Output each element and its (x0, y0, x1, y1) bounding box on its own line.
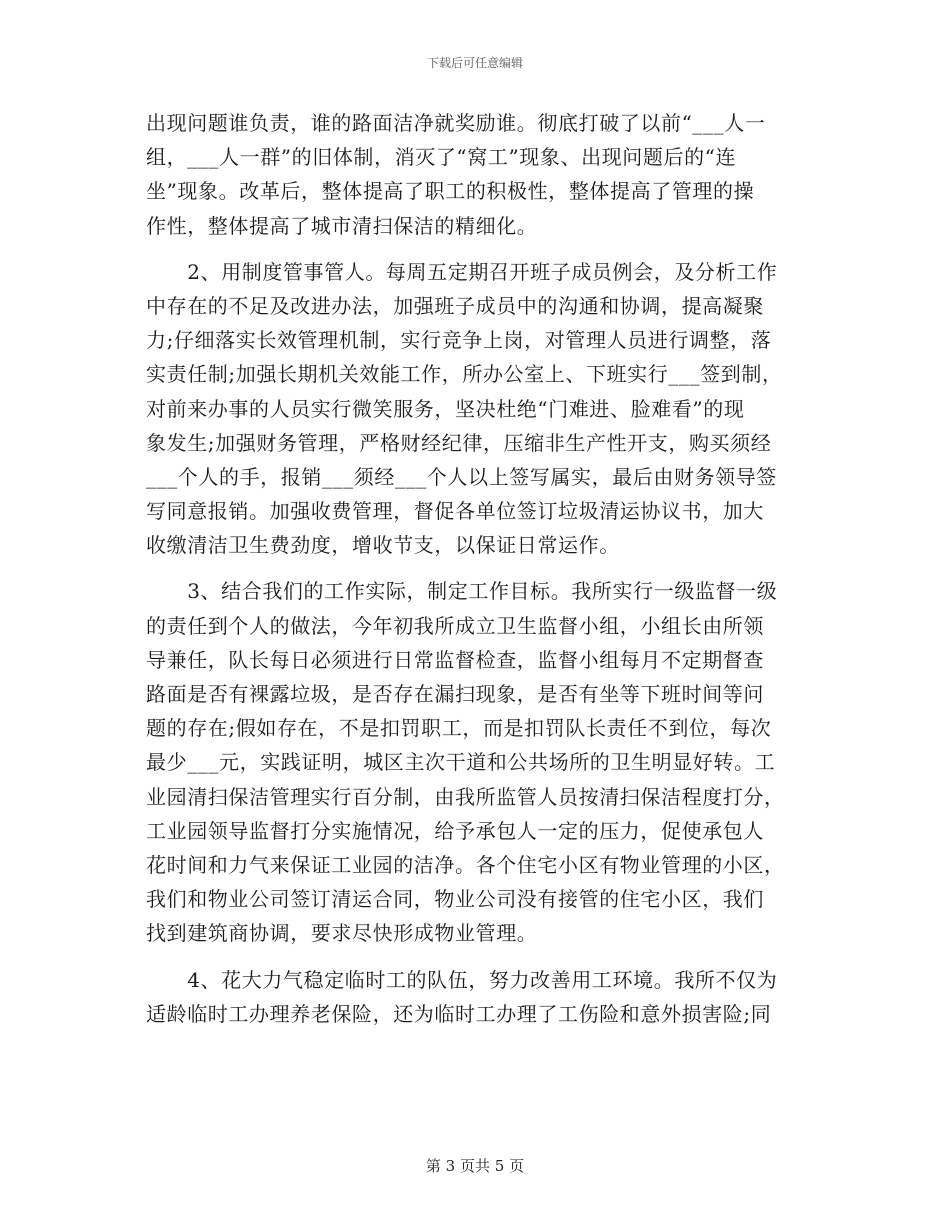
text-line: 象发生;加强财务管理，严格财经纪律，压缩非生产性开支，购买须经 (146, 430, 772, 455)
text-line: 坐”现象。改革后，整体提高了职工的积极性，整体提高了管理的操 (146, 179, 755, 204)
text-line: 花时间和力气来保证工业园的洁净。各个住宅小区有物业管理的小区， (146, 852, 785, 877)
text-line: 组，___人一群”的旧体制，消灭了“窝工”现象、出现问题后的“连 (146, 145, 737, 170)
text-line: 导兼任，队长每日必须进行日常监督检查，监督小组每月不定期督查 (146, 647, 764, 672)
paragraph-3 (146, 574, 806, 950)
text-line: 中存在的不足及改进办法，加强班子成员中的沟通和协调，提高凝聚 (146, 293, 764, 318)
page-number: 第 3 页共 5 页 (425, 1157, 525, 1175)
text-line: 适龄临时工办理养老保险，还为临时工办理了工伤险和意外损害险;同 (146, 1001, 772, 1026)
text-line: 业园清扫保洁管理实行百分制，由我所监管人员按清扫保洁程度打分， (146, 784, 785, 809)
text-line: 题的存在;假如存在，不是扣罚职工，而是扣罚队长责任不到位，每次 (146, 716, 772, 741)
text-line: 找到建筑商协调，要求尽快形成物业管理。 (146, 921, 538, 946)
text-line: 工业园领导监督打分实施情况，给予承包人一定的压力，促使承包人 (146, 818, 764, 843)
paragraph-4 (146, 963, 806, 1031)
text-line: 我们和物业公司签订清运合同，物业公司没有接管的住宅小区，我们 (146, 887, 764, 912)
text-line: 的责任到个人的做法，今年初我所成立卫生监督小组，小组长由所领 (146, 613, 764, 638)
text-line: 实责任制;加强长期机关效能工作，所办公室上、下班实行___签到制， (146, 362, 783, 387)
text-line: 4、花大力气稳定临时工的队伍，努力改善用工环境。我所不仅为 (146, 967, 778, 992)
text-line: 3、结合我们的工作实际，制定工作目标。我所实行一级监督一级 (146, 579, 778, 604)
text-line: 写同意报销。加强收费管理，督促各单位签订垃圾清运协议书，加大 (146, 499, 764, 524)
paragraph-1 (146, 106, 806, 243)
text-line: 对前来办事的人员实行微笑服务，坚决杜绝“门难进、脸难看”的现 (146, 396, 745, 421)
text-line: 作性，整体提高了城市清扫保洁的精细化。 (146, 213, 538, 238)
text-line: 收缴清洁卫生费劲度，增收节支，以保证日常运作。 (146, 533, 620, 558)
text-line: ___个人的手，报销___须经___个人以上签写属实，最后由财务领导签 (146, 464, 777, 489)
page-header: 下载后可任意编辑 (426, 56, 523, 70)
text-line: 最少___元，实践证明，城区主次干道和公共场所的卫生明显好转。工 (146, 750, 776, 775)
text-line: 力;仔细落实长效管理机制，实行竞争上岗，对管理人员进行调整，落 (146, 328, 772, 353)
text-line: 路面是否有裸露垃圾，是否存在漏扫现象，是否有坐等下班时间等问 (146, 682, 764, 706)
paragraph-2 (146, 255, 806, 563)
document-body (146, 106, 806, 1031)
text-line: 2、用制度管事管人。每周五定期召开班子成员例会，及分析工作 (146, 259, 778, 284)
text-line: 出现问题谁负责，谁的路面洁净就奖励谁。彻底打破了以前“___人一 (146, 111, 766, 135)
